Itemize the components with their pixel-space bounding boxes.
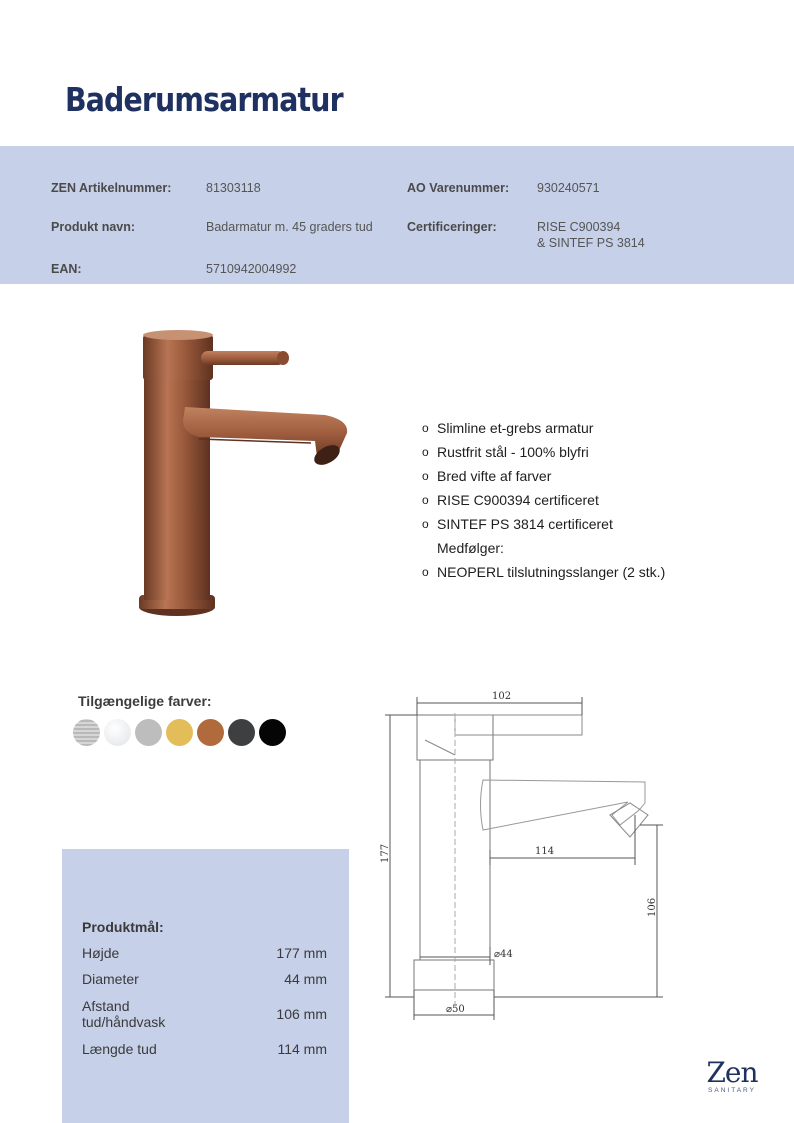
technical-drawing bbox=[380, 685, 680, 1025]
certification-rise: RISE C900394 bbox=[537, 220, 621, 234]
dim-114-label: 114 bbox=[535, 846, 555, 857]
swatch-brushed-steel[interactable] bbox=[73, 719, 100, 746]
dim-label: Længde tud bbox=[82, 1041, 157, 1057]
dim-label-line-2: tud/håndvask bbox=[82, 1014, 166, 1030]
feature-item: o NEOPERL tilslutningsslanger (2 stk.) bbox=[422, 560, 665, 584]
bullet-icon: o bbox=[422, 517, 429, 531]
dim-102-label: 102 bbox=[492, 691, 512, 702]
available-colors-title: Tilgængelige farver: bbox=[78, 693, 212, 709]
certification-sintef: & SINTEF PS 3814 bbox=[537, 236, 645, 250]
bullet-icon: o bbox=[422, 565, 429, 579]
bullet-icon: o bbox=[422, 493, 429, 507]
swatch-gold[interactable] bbox=[166, 719, 193, 746]
dim-value: 44 mm bbox=[284, 971, 327, 987]
feature-item: Medfølger: bbox=[437, 540, 504, 556]
feature-list bbox=[422, 416, 665, 584]
faucet-product-image bbox=[125, 325, 365, 630]
swatch-chrome[interactable] bbox=[104, 719, 131, 746]
product-info-panel bbox=[0, 146, 794, 284]
ean-value: 5710942004992 bbox=[206, 262, 297, 276]
dim-value: 114 mm bbox=[277, 1041, 327, 1057]
zen-sanitary-logo bbox=[700, 1058, 764, 1094]
feature-item: o RISE C900394 certificeret bbox=[422, 488, 665, 512]
dim-50-label: ⌀50 bbox=[446, 1004, 465, 1015]
zen-article-value: 81303118 bbox=[206, 181, 261, 195]
dim-label: Højde bbox=[82, 945, 120, 961]
ao-number-value: 930240571 bbox=[537, 181, 600, 195]
bullet-icon: o bbox=[422, 445, 429, 459]
dim-44-label: ⌀44 bbox=[494, 949, 513, 960]
feature-item: o Bred vifte af farver bbox=[422, 464, 665, 488]
swatch-copper[interactable] bbox=[197, 719, 224, 746]
feature-item: o Slimline et-grebs armatur bbox=[422, 416, 665, 440]
swatch-silver[interactable] bbox=[135, 719, 162, 746]
dim-value: 177 mm bbox=[276, 945, 327, 961]
certifications-label: Certificeringer: bbox=[407, 220, 497, 234]
swatch-black[interactable] bbox=[259, 719, 286, 746]
color-swatches bbox=[73, 719, 286, 746]
dim-106-label: 106 bbox=[647, 897, 658, 917]
bullet-icon: o bbox=[422, 421, 429, 435]
ean-label: EAN: bbox=[51, 262, 82, 276]
logo-brand: Zen bbox=[706, 1056, 758, 1089]
swatch-gunmetal[interactable] bbox=[228, 719, 255, 746]
dimensions-title: Produktmål: bbox=[82, 919, 164, 935]
zen-article-label: ZEN Artikelnummer: bbox=[51, 181, 172, 195]
ao-number-label: AO Varenummer: bbox=[407, 181, 510, 195]
product-name-value: Badarmatur m. 45 graders tud bbox=[206, 220, 373, 234]
product-name-label: Produkt navn: bbox=[51, 220, 136, 234]
feature-item: o SINTEF PS 3814 certificeret bbox=[422, 512, 665, 536]
bullet-icon: o bbox=[422, 469, 429, 483]
dim-value: 106 mm bbox=[276, 1006, 327, 1022]
product-dimensions-panel bbox=[62, 849, 349, 1123]
logo-subtitle: SANITARY bbox=[708, 1087, 756, 1094]
feature-item: o Rustfrit stål - 100% blyfri bbox=[422, 440, 665, 464]
page-title: Baderumsarmatur bbox=[65, 80, 343, 119]
dim-177-label: 177 bbox=[380, 843, 391, 863]
dim-label: Afstand bbox=[82, 998, 130, 1014]
dim-label: Diameter bbox=[82, 971, 139, 987]
